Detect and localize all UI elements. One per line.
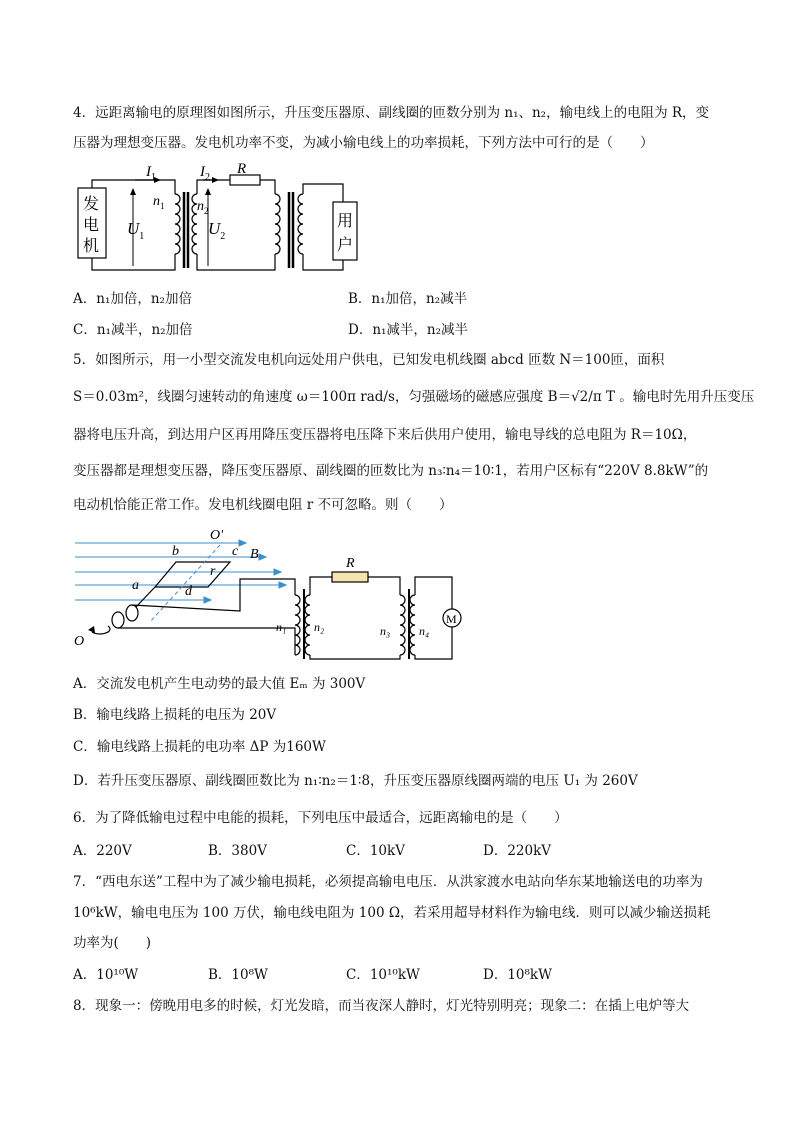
label-U2: U — [208, 219, 221, 238]
q5-option-a: A．交流发电机产生电动势的最大值 Eₘ 为 300V — [73, 676, 366, 692]
label-O-prime: O' — [210, 528, 224, 543]
label-n1: n — [153, 194, 160, 209]
q5-stem-line2: S＝0.03m²，线圈匀速转动的角速度 ω＝100π rad/s，匀强磁场的磁感应强度 B＝√2/π T 。输电时先用升压变压 — [73, 389, 755, 405]
label-I1-sub: 1 — [151, 172, 156, 183]
q7-option-a: A．10¹⁰W — [73, 967, 139, 983]
label-U1-sub: 1 — [139, 231, 145, 242]
q5-option-c: C．输电线路上损耗的电功率 ΔP 为160W — [73, 739, 326, 755]
q6-option-a: A．220V — [73, 843, 132, 859]
q4-stem-line1: 4．远距离输电的原理图如图所示，升压变压器原、副线圈的匝数分别为 n₁、n₂，输电线上的电阻为 R，变 — [73, 105, 710, 121]
q4-option-d: D．n₁减半，n₂减半 — [348, 322, 469, 338]
label-a: a — [132, 578, 139, 593]
q5-option-d: D．若升压变压器原、副线圈匝数比为 n₁∶n₂＝1∶8，升压变压器原线圈两端的电压 U₁ 为 260V — [73, 773, 638, 789]
label-R5: R — [346, 556, 355, 571]
q7-option-c: C．10¹⁰kW — [346, 967, 420, 983]
q8-stem-line1: 8．现象一：傍晚用电多的时候，灯光发暗，而当夜深人静时，灯光特别明亮；现象二：在插上电炉等大 — [73, 998, 690, 1014]
q7-stem-line3: 功率为( ) — [73, 935, 152, 951]
label-motor: M — [446, 612, 457, 626]
label-d: d — [185, 584, 192, 599]
label-n2: n — [197, 199, 204, 214]
q7-option-d: D．10⁸kW — [483, 967, 552, 983]
label-O: O — [74, 634, 85, 649]
label-n2-5: n₂ — [314, 620, 325, 634]
q5-stem-line5: 电动机恰能正常工作。发电机线圈电阻 r 不可忽略。则（ ） — [73, 497, 453, 513]
q5-stem-line3: 器将电压升高，到达用户区再用降压变压器将电压降下来后供用户使用，输电导线的总电阻为 R＝10Ω， — [73, 427, 697, 443]
q6-option-b: B．380V — [208, 843, 267, 859]
svg-text:U1 — [127, 219, 144, 242]
svg-text:n2 — [197, 199, 209, 216]
q6-option-c: C．10kV — [346, 843, 405, 859]
label-R: R — [237, 162, 247, 177]
label-U2-sub: 2 — [220, 231, 226, 242]
label-n1-5: n₁ — [276, 620, 287, 634]
label-I2-sub: 2 — [205, 172, 210, 183]
label-I2: I — [200, 164, 205, 180]
q6-option-d: D．220kV — [483, 843, 552, 859]
label-c: c — [232, 544, 239, 559]
label-B: B — [250, 547, 259, 562]
label-I1: I — [146, 164, 151, 180]
label-b: b — [172, 544, 179, 559]
user-char-2: 户 — [337, 237, 354, 254]
q4-circuit-figure — [75, 162, 375, 277]
q5-generator-figure — [70, 527, 470, 662]
q4-option-b: B．n₁加倍，n₂减半 — [348, 291, 468, 307]
generator-char-1: 发 — [83, 196, 100, 213]
q4-option-c: C．n₁减半，n₂加倍 — [73, 322, 193, 338]
label-n3-5: n₃ — [380, 624, 391, 638]
label-r: r — [210, 564, 216, 579]
q5-option-b: B．输电线路上损耗的电压为 20V — [73, 707, 277, 723]
svg-text:U2 — [208, 219, 225, 242]
q5-stem-line4: 变压器都是理想变压器，降压变压器原、副线圈的匝数比为 n₃∶n₄＝10∶1，若用户区标有“220V 8.8kW”的 — [73, 463, 709, 479]
q4-option-a: A．n₁加倍，n₂加倍 — [73, 291, 192, 307]
generator-char-3: 机 — [83, 238, 100, 255]
q4-stem-line2: 压器为理想变压器。发电机功率不变，为减小输电线上的功率损耗，下列方法中可行的是（ ） — [73, 135, 654, 151]
label-U1: U — [127, 219, 140, 238]
label-n1-sub: 1 — [160, 201, 165, 211]
label-n4-5: n₄ — [419, 624, 430, 638]
q7-option-b: B．10⁸W — [208, 967, 268, 983]
label-n2-sub: 2 — [204, 206, 209, 216]
q5-stem-line1: 5．如图所示，用一小型交流发电机向远处用户供电，已知发电机线圈 abcd 匝数 N＝100匝，面积 — [73, 352, 665, 368]
user-char-1: 用 — [337, 213, 354, 230]
generator-char-2: 电 — [83, 217, 100, 234]
q7-stem-line1: 7．“西电东送”工程中为了减少输电损耗，必须提高输电电压．从洪家渡水电站向华东某地输送电的功率为 — [73, 874, 703, 890]
q6-stem: 6．为了降低输电过程中电能的损耗，下列电压中最适合，远距离输电的是（ ） — [73, 810, 568, 826]
svg-text:n1 — [153, 194, 165, 211]
q7-stem-line2: 10⁶kW，输电电压为 100 万伏，输电线电阻为 100 Ω，若采用超导材料作为输电线．则可以减少输送损耗 — [73, 905, 711, 921]
